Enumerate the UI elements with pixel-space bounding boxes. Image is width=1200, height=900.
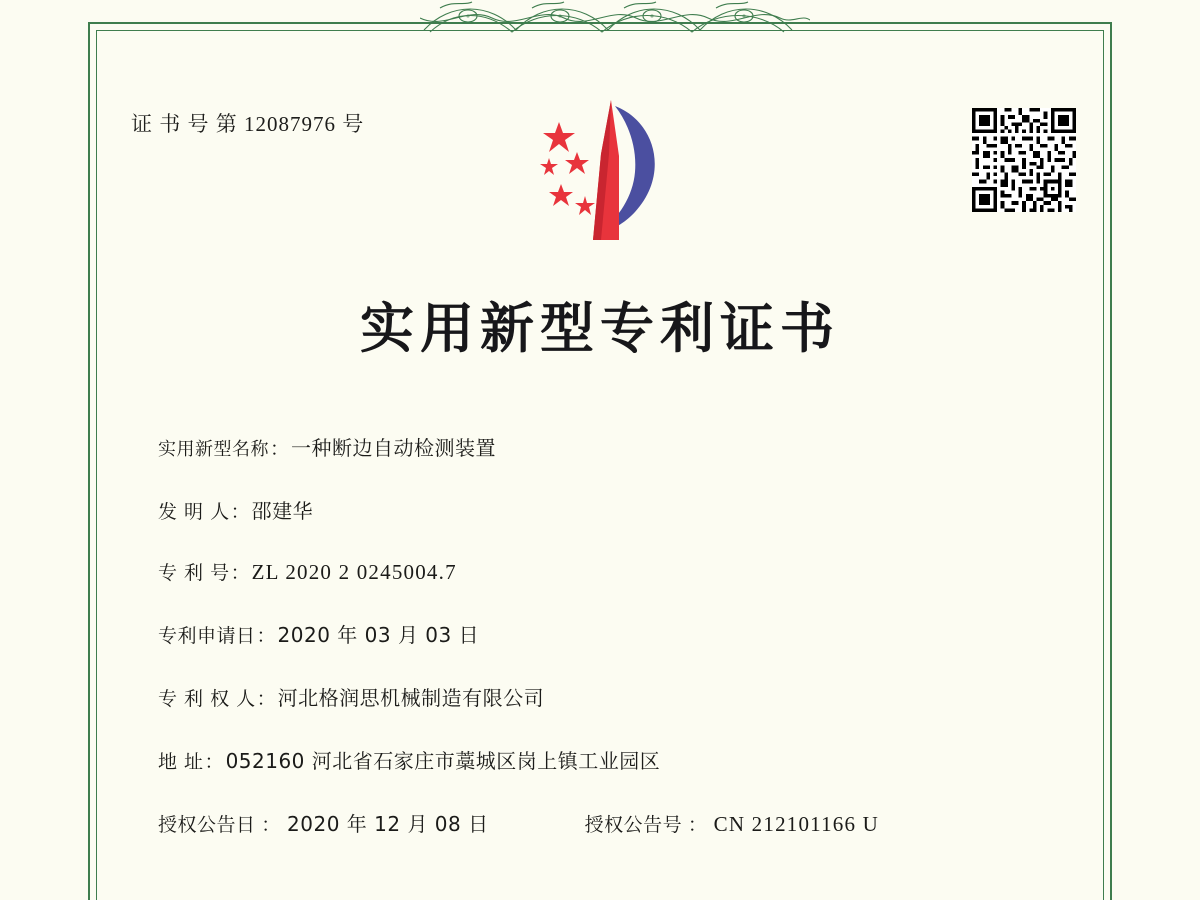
field-colon: ： bbox=[256, 688, 276, 710]
field-colon: ： bbox=[687, 814, 707, 836]
field-colon: ： bbox=[256, 625, 276, 647]
field-value: CN 212101166 U bbox=[713, 812, 880, 836]
page-title: 实用新型专利证书 bbox=[360, 297, 840, 360]
field-value: 2020 年 03 月 03 日 bbox=[277, 623, 480, 647]
field-colon: ： bbox=[230, 501, 250, 523]
field-label: 授权公告号 bbox=[584, 814, 683, 836]
field-value: 2020 年 12 月 08 日 bbox=[287, 812, 489, 836]
certificate-number: 证 书 号 第 12087976 号 bbox=[131, 112, 365, 136]
field-colon: ： bbox=[270, 438, 290, 460]
field-grant-date bbox=[158, 808, 489, 837]
field-grant-number bbox=[585, 810, 879, 837]
field-value: 一种断边自动检测装置 bbox=[291, 436, 497, 460]
field-label: 专 利 权 人 bbox=[158, 688, 256, 710]
field-patentee bbox=[158, 682, 1080, 711]
field-value: 邵建华 bbox=[251, 499, 314, 523]
field-application-date bbox=[158, 619, 1080, 648]
certificate-fields bbox=[158, 432, 1080, 871]
field-value: ZL 2020 2 0245004.7 bbox=[251, 560, 457, 584]
field-label: 发 明 人 bbox=[158, 501, 230, 523]
field-label: 地 址 bbox=[158, 751, 204, 773]
field-label: 实用新型名称 bbox=[158, 439, 269, 460]
field-inventor bbox=[158, 495, 1080, 524]
field-value: 052160 河北省石家庄市藁城区岗上镇工业园区 bbox=[225, 749, 661, 773]
field-value: 河北格润思机械制造有限公司 bbox=[277, 686, 545, 710]
field-colon: ： bbox=[204, 751, 224, 773]
field-label: 专 利 号 bbox=[158, 562, 230, 584]
field-address bbox=[158, 745, 1080, 774]
field-patent-number bbox=[158, 558, 1080, 585]
field-colon: ： bbox=[261, 814, 281, 836]
top-ornament-decoration bbox=[420, 0, 810, 34]
field-label: 授权公告日 bbox=[158, 814, 256, 836]
field-utility-model-name bbox=[158, 432, 1080, 461]
qr-code bbox=[972, 108, 1076, 212]
field-label: 专利申请日 bbox=[158, 625, 256, 647]
cnipa-emblem-icon bbox=[515, 92, 685, 252]
field-colon: ： bbox=[230, 562, 250, 584]
field-grant-row bbox=[158, 808, 1080, 837]
